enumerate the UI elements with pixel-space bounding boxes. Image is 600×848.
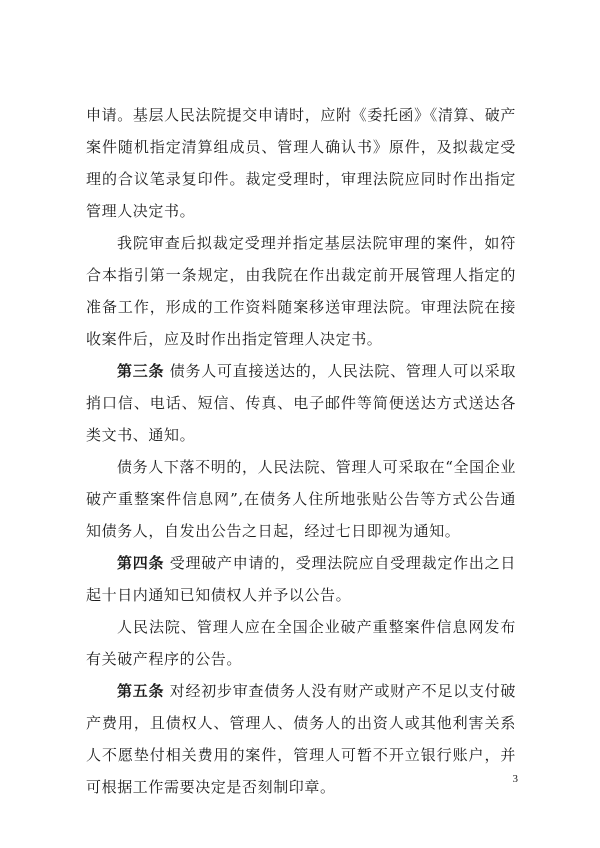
paragraph bbox=[86, 611, 516, 675]
paragraph-text: 对经初步审查债务人没有财产或财产不足以支付破产费用，且债权人、管理人、债务人的出资人或其他利害关系人不愿垫付相关费用的案件，管理人可暂不开立银行账户，并可根据工作需要决定是否刻制印章。 bbox=[86, 682, 516, 796]
paragraph-text: 债务人下落不明的，人民法院、管理人可采取在“全国企业破产重整案件信息网”,在债务人住所地张贴公告等方式公告通知债务人，自发出公告之日起，经过七日即视为通知。 bbox=[86, 458, 516, 540]
article-label: 第三条 bbox=[117, 362, 165, 380]
paragraph bbox=[86, 451, 516, 547]
paragraph bbox=[86, 227, 516, 355]
document-body bbox=[86, 99, 516, 803]
article-label: 第四条 bbox=[117, 554, 165, 572]
paragraph-text: 申请。基层人民法院提交申请时，应附《委托函》《清算、破产案件随机指定清算组成员、管理人确认书》原件，及拟裁定受理的合议笔录复印件。裁定受理时，审理法院应同时作出指定管理人决定书。 bbox=[86, 106, 516, 220]
article-paragraph bbox=[86, 547, 516, 611]
page-number: 3 bbox=[512, 773, 518, 785]
article-paragraph bbox=[86, 355, 516, 451]
paragraph-text: 债务人可直接送达的，人民法院、管理人可以采取捎口信、电话、短信、传真、电子邮件等简便送达方式送达各类文书、通知。 bbox=[86, 362, 516, 444]
paragraph-text: 我院审查后拟裁定受理并指定基层法院审理的案件，如符合本指引第一条规定，由我院在作出裁定前开展管理人指定的准备工作，形成的工作资料随案移送审理法院。审理法院在接收案件后，应及时作出指定管理人决定书。 bbox=[86, 234, 516, 348]
article-paragraph bbox=[86, 675, 516, 803]
paragraph bbox=[86, 99, 516, 227]
paragraph-text: 受理破产申请的，受理法院应自受理裁定作出之日起十日内通知已知债权人并予以公告。 bbox=[86, 554, 516, 604]
article-label: 第五条 bbox=[117, 682, 165, 700]
paragraph-text: 人民法院、管理人应在全国企业破产重整案件信息网发布有关破产程序的公告。 bbox=[86, 618, 516, 668]
